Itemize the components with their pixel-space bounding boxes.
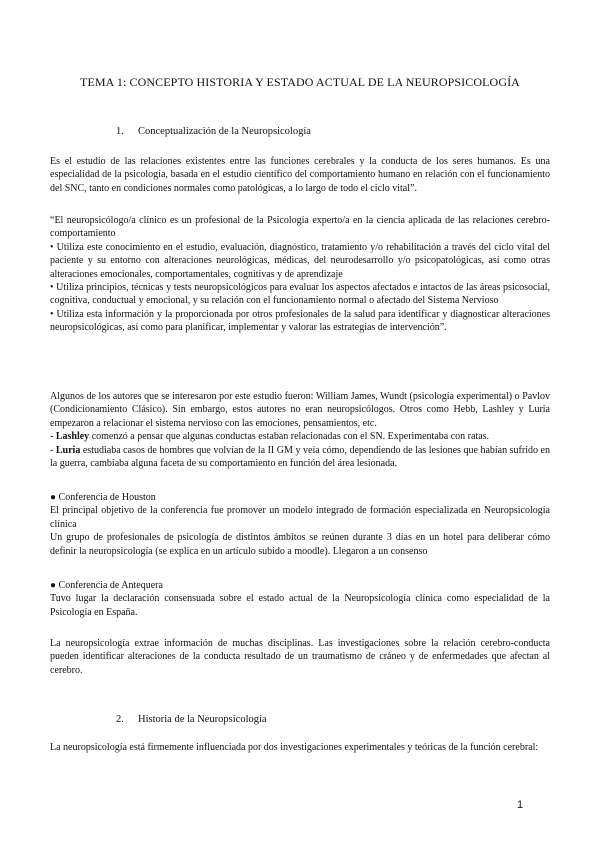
history-paragraph (50, 741, 550, 754)
houston-objective: El principal objetivo de la conferencia fue promover un modelo integrado de formación especializada en Neuropsicología clínica (50, 505, 550, 530)
houston-group: Un grupo de profesionales de psicología de distintos ámbitos se reúnen durante 3 días en un hotel para deliberar cómo definir la neuropsicología (se explica en un artículo subido a moodle). Llegaron a un consenso (50, 532, 550, 557)
definition-quote (50, 214, 550, 335)
disciplines-paragraph (50, 637, 550, 677)
disciplines-text: La neuropsicología extrae información de muchas disciplinas. Las investigaciones sobre la relación cerebro-conducta pueden identificar alteraciones de la conducta resultado de un traumatismo de cráneo y de enfermedades que afectan al cerebro. (50, 638, 550, 676)
luria-name: Luria (55, 444, 81, 456)
section-heading-1 (116, 125, 311, 139)
quote-lead: “El neuropsicólogo/a clínico es un profesional de la Psicología experto/a en la ciencia aplicada de las relaciones cerebro-comportamiento (50, 215, 550, 240)
section-number: 1. (116, 126, 124, 137)
section-number: 2. (116, 714, 124, 725)
houston-heading: ● Conferencia de Houston (50, 492, 156, 503)
lashley-name: Lashley (55, 431, 90, 443)
quote-bullet: • Utiliza este conocimiento en el estudio, evaluación, diagnóstico, tratamiento y/o rehabilitación a través del ciclo vital del paciente y su entorno con alteraciones neurológicas, médicas, del neurodesarrollo y/o psicopatológicas, así como otras alteraciones emocionales, comportamentales, cognitivas y de aprendizaje (50, 241, 550, 280)
document-title: TEMA 1: CONCEPTO HISTORIA Y ESTADO ACTUAL DE LA NEUROPSICOLOGÍA (80, 75, 520, 89)
section-label: Historia de la Neuropsicología (138, 714, 267, 725)
antequera-text: Tuvo lugar la declaración consensuada sobre el estado actual de la Neuropsicología clínica como especialidad de la Psicología en España. (50, 593, 550, 618)
history-text: La neuropsicología está firmemente influenciada por dos investigaciones experimentales y teóricas de la función cerebral: (50, 742, 539, 753)
antequera-heading: ● Conferencia de Antequera (50, 580, 163, 591)
houston-section (50, 491, 550, 558)
antequera-section (50, 579, 550, 619)
section-heading-2 (116, 713, 267, 727)
luria-item: - Luria estudiaba casos de hombres que volvían de la II GM y veía cómo, dependiendo de las lesiones que habían sufrido en la guerra, cambiaba alguna faceta de su comportamiento en función del área lesionada. (50, 444, 550, 470)
quote-bullet: • Utiliza principios, técnicas y tests neuropsicológicos para evaluar los aspectos afectados e intactos de las áreas psicosocial, cognitiva, conductual y emocional, y su relación con el funcionamiento normal o afectado del Sistema Nervioso (50, 282, 550, 307)
page-number: 1 (517, 799, 524, 811)
quote-bullet: • Utiliza esta información y la proporcionada por otros profesionales de la salud para identificar y diagnosticar alteraciones neuropsicológicas, así como para planificar, implementar y valorar las estrategias de intervención”. (50, 308, 550, 334)
lashley-item: - Lashley comenzó a pensar que algunas conductas estaban relacionadas con el SN. Experimentaba con ratas. (50, 431, 490, 443)
authors-text: Algunos de los autores que se interesaron por este estudio fueron: William James, Wundt (psicología experimental) o Pavlov (Condicionamiento Clásico). Sin embargo, estos autores no eran neuropsicólogos. Otros como Hebb, Lashley y Luria empezaron a relacionar el sistema nervioso con las emociones, pensamientos, etc. (50, 391, 550, 429)
intro-text: Es el estudio de las relaciones existentes entre las funciones cerebrales y la conducta de los seres humanos. Es una especialidad de la psicología, basada en el estudio científico del comportamiento humano en relación con el funcionamiento del SNC, tanto en condiciones normales como patológicas, a lo largo de todo el ciclo vital”. (50, 156, 550, 194)
section-label: Conceptualización de la Neuropsicología (138, 126, 311, 137)
authors-paragraph (50, 390, 550, 470)
intro-paragraph (50, 155, 550, 195)
